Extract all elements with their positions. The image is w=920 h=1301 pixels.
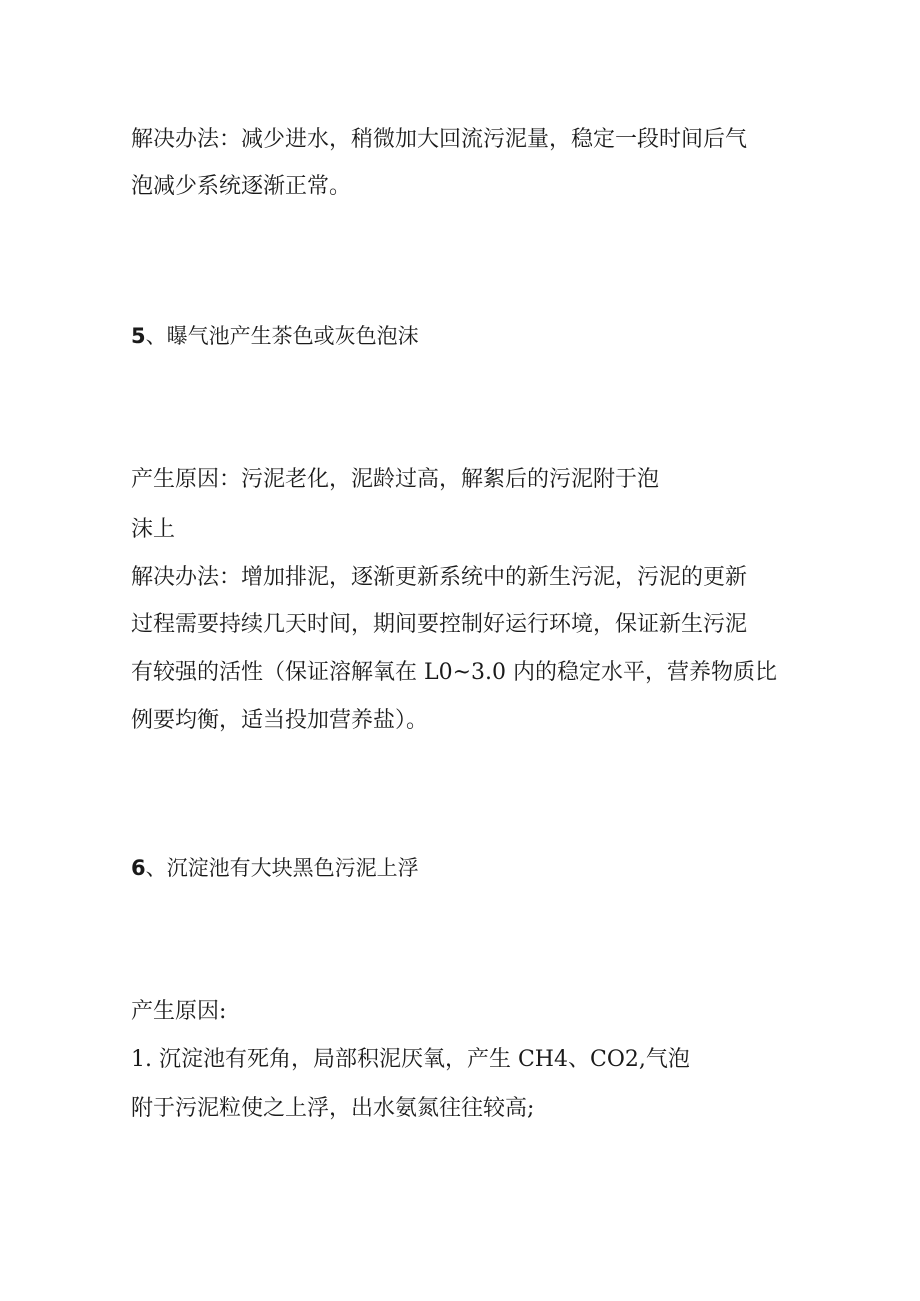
cause-line: 附于污泥粒使之上浮，出水氨氮往往较高; — [131, 1096, 535, 1121]
section-number: 6 — [131, 856, 146, 880]
section-title: 、沉淀池有大块黑色污泥上浮 — [145, 856, 419, 880]
cause-line: 沫上 — [131, 517, 176, 542]
section-number: 5 — [131, 324, 146, 348]
cause-line: 1. 沉淀池有死角，局部积泥厌氧，产生 CH4、CO2,气泡 — [131, 1047, 690, 1072]
section-heading-6 — [131, 854, 419, 882]
solution-line: 例要均衡，适当投加营养盐）。 — [131, 708, 429, 733]
solution-line: 有较强的活性（保证溶解氧在 L0~3.0 内的稳定水平，营养物质比 — [131, 660, 778, 685]
solution-line: 过程需要持续几天时间，期间要控制好运行环境，保证新生污泥 — [131, 612, 748, 637]
solution-line: 泡减少系统逐渐正常。 — [131, 174, 352, 199]
section-title: 、曝气池产生茶色或灰色泡沫 — [145, 324, 419, 348]
solution-line: 解决办法：增加排泥，逐渐更新系统中的新生污泥，污泥的更新 — [131, 565, 748, 590]
section-heading-5 — [131, 322, 419, 350]
solution-line: 解决办法：减少进水，稍微加大回流污泥量，稳定一段时间后气 — [131, 127, 748, 152]
cause-heading: 产生原因: — [131, 999, 227, 1024]
cause-line: 产生原因：污泥老化，泥龄过高，解絮后的污泥附于泡 — [131, 467, 660, 492]
